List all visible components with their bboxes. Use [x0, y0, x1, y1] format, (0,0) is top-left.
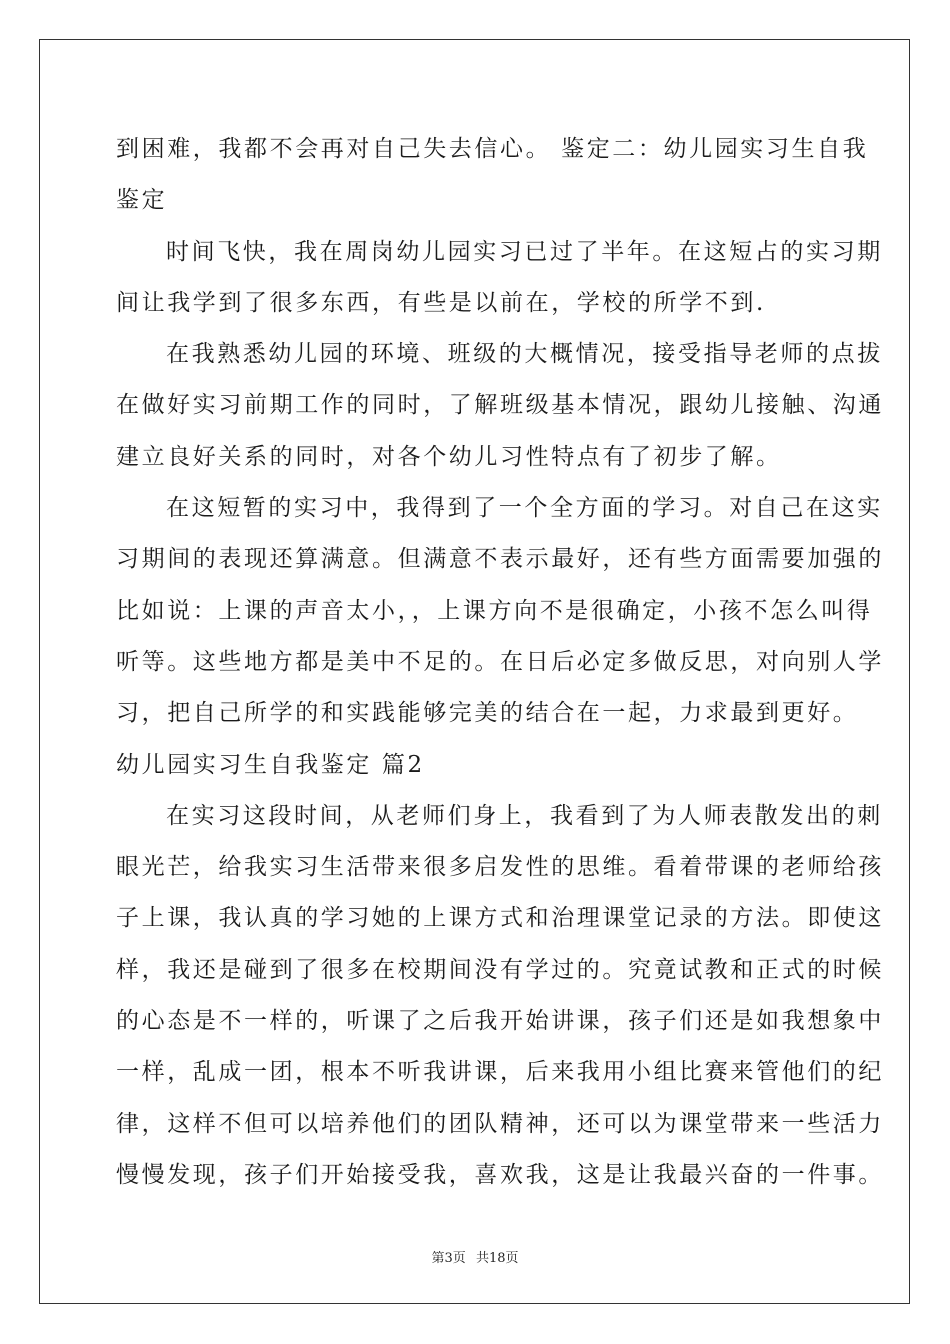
text-line: 在我熟悉幼儿园的环境、班级的大概情况，接受指导老师的点拔	[166, 341, 883, 368]
text-line: 在做好实习前期工作的同时，了解班级基本情况，跟幼儿接触、沟通	[116, 392, 884, 419]
text-line: 在实习这段时间，从老师们身上，我看到了为人师表散发出的刺	[166, 802, 883, 829]
text-line: 的心态是不一样的，听课了之后我开始讲课，孩子们还是如我想象中	[116, 1008, 884, 1035]
text-line: 间让我学到了很多东西，有些是以前在，学校的所学不到.	[116, 289, 766, 316]
page-footer	[0, 1247, 950, 1266]
text-line: 慢慢发现，孩子们开始接受我，喜欢我，这是让我最兴奋的一件事。	[116, 1161, 884, 1188]
page-number: 第3页	[431, 1251, 466, 1266]
document-body	[116, 124, 884, 1201]
text-line: 眼光芒，给我实习生活带来很多启发性的思维。看着带课的老师给孩	[116, 854, 884, 881]
text-line: 鉴定	[116, 187, 168, 214]
page-total: 共18页	[475, 1251, 519, 1266]
text-line: 在这短暂的实习中，我得到了一个全方面的学习。对自己在这实	[166, 495, 883, 522]
text-line: 样，我还是碰到了很多在校期间没有学过的。究竟试教和正式的时候	[116, 956, 884, 983]
text-line: 习，把自己所学的和实践能够完美的结合在一起，力求最到更好。	[116, 700, 859, 727]
section-heading: 幼儿园实习生自我鉴定 篇2	[116, 751, 425, 778]
text-line: 时间飞快，我在周岗幼儿园实习已过了半年。在这短占的实习期	[166, 238, 883, 265]
text-line: 比如说：上课的声音太小，，上课方向不是很确定，小孩不怎么叫得	[116, 597, 873, 624]
text-line: 习期间的表现还算满意。但满意不表示最好，还有些方面需要加强的	[116, 546, 884, 573]
text-line: 子上课，我认真的学习她的上课方式和治理课堂记录的方法。即使这	[116, 905, 884, 932]
text-line: 听等。这些地方都是美中不足的。在日后必定多做反思，对向别人学	[116, 648, 884, 675]
text-line: 一样，乱成一团，根本不听我讲课，后来我用小组比赛来管他们的纪	[116, 1059, 884, 1086]
text-line: 律，这样不但可以培养他们的团队精神，还可以为课堂带来一些活力	[116, 1110, 884, 1137]
text-line: 到困难，我都不会再对自己失去信心。 鉴定二：幼儿园实习生自我	[116, 136, 869, 162]
text-line: 建立良好关系的同时，对各个幼儿习性特点有了初步了解。	[116, 443, 782, 470]
